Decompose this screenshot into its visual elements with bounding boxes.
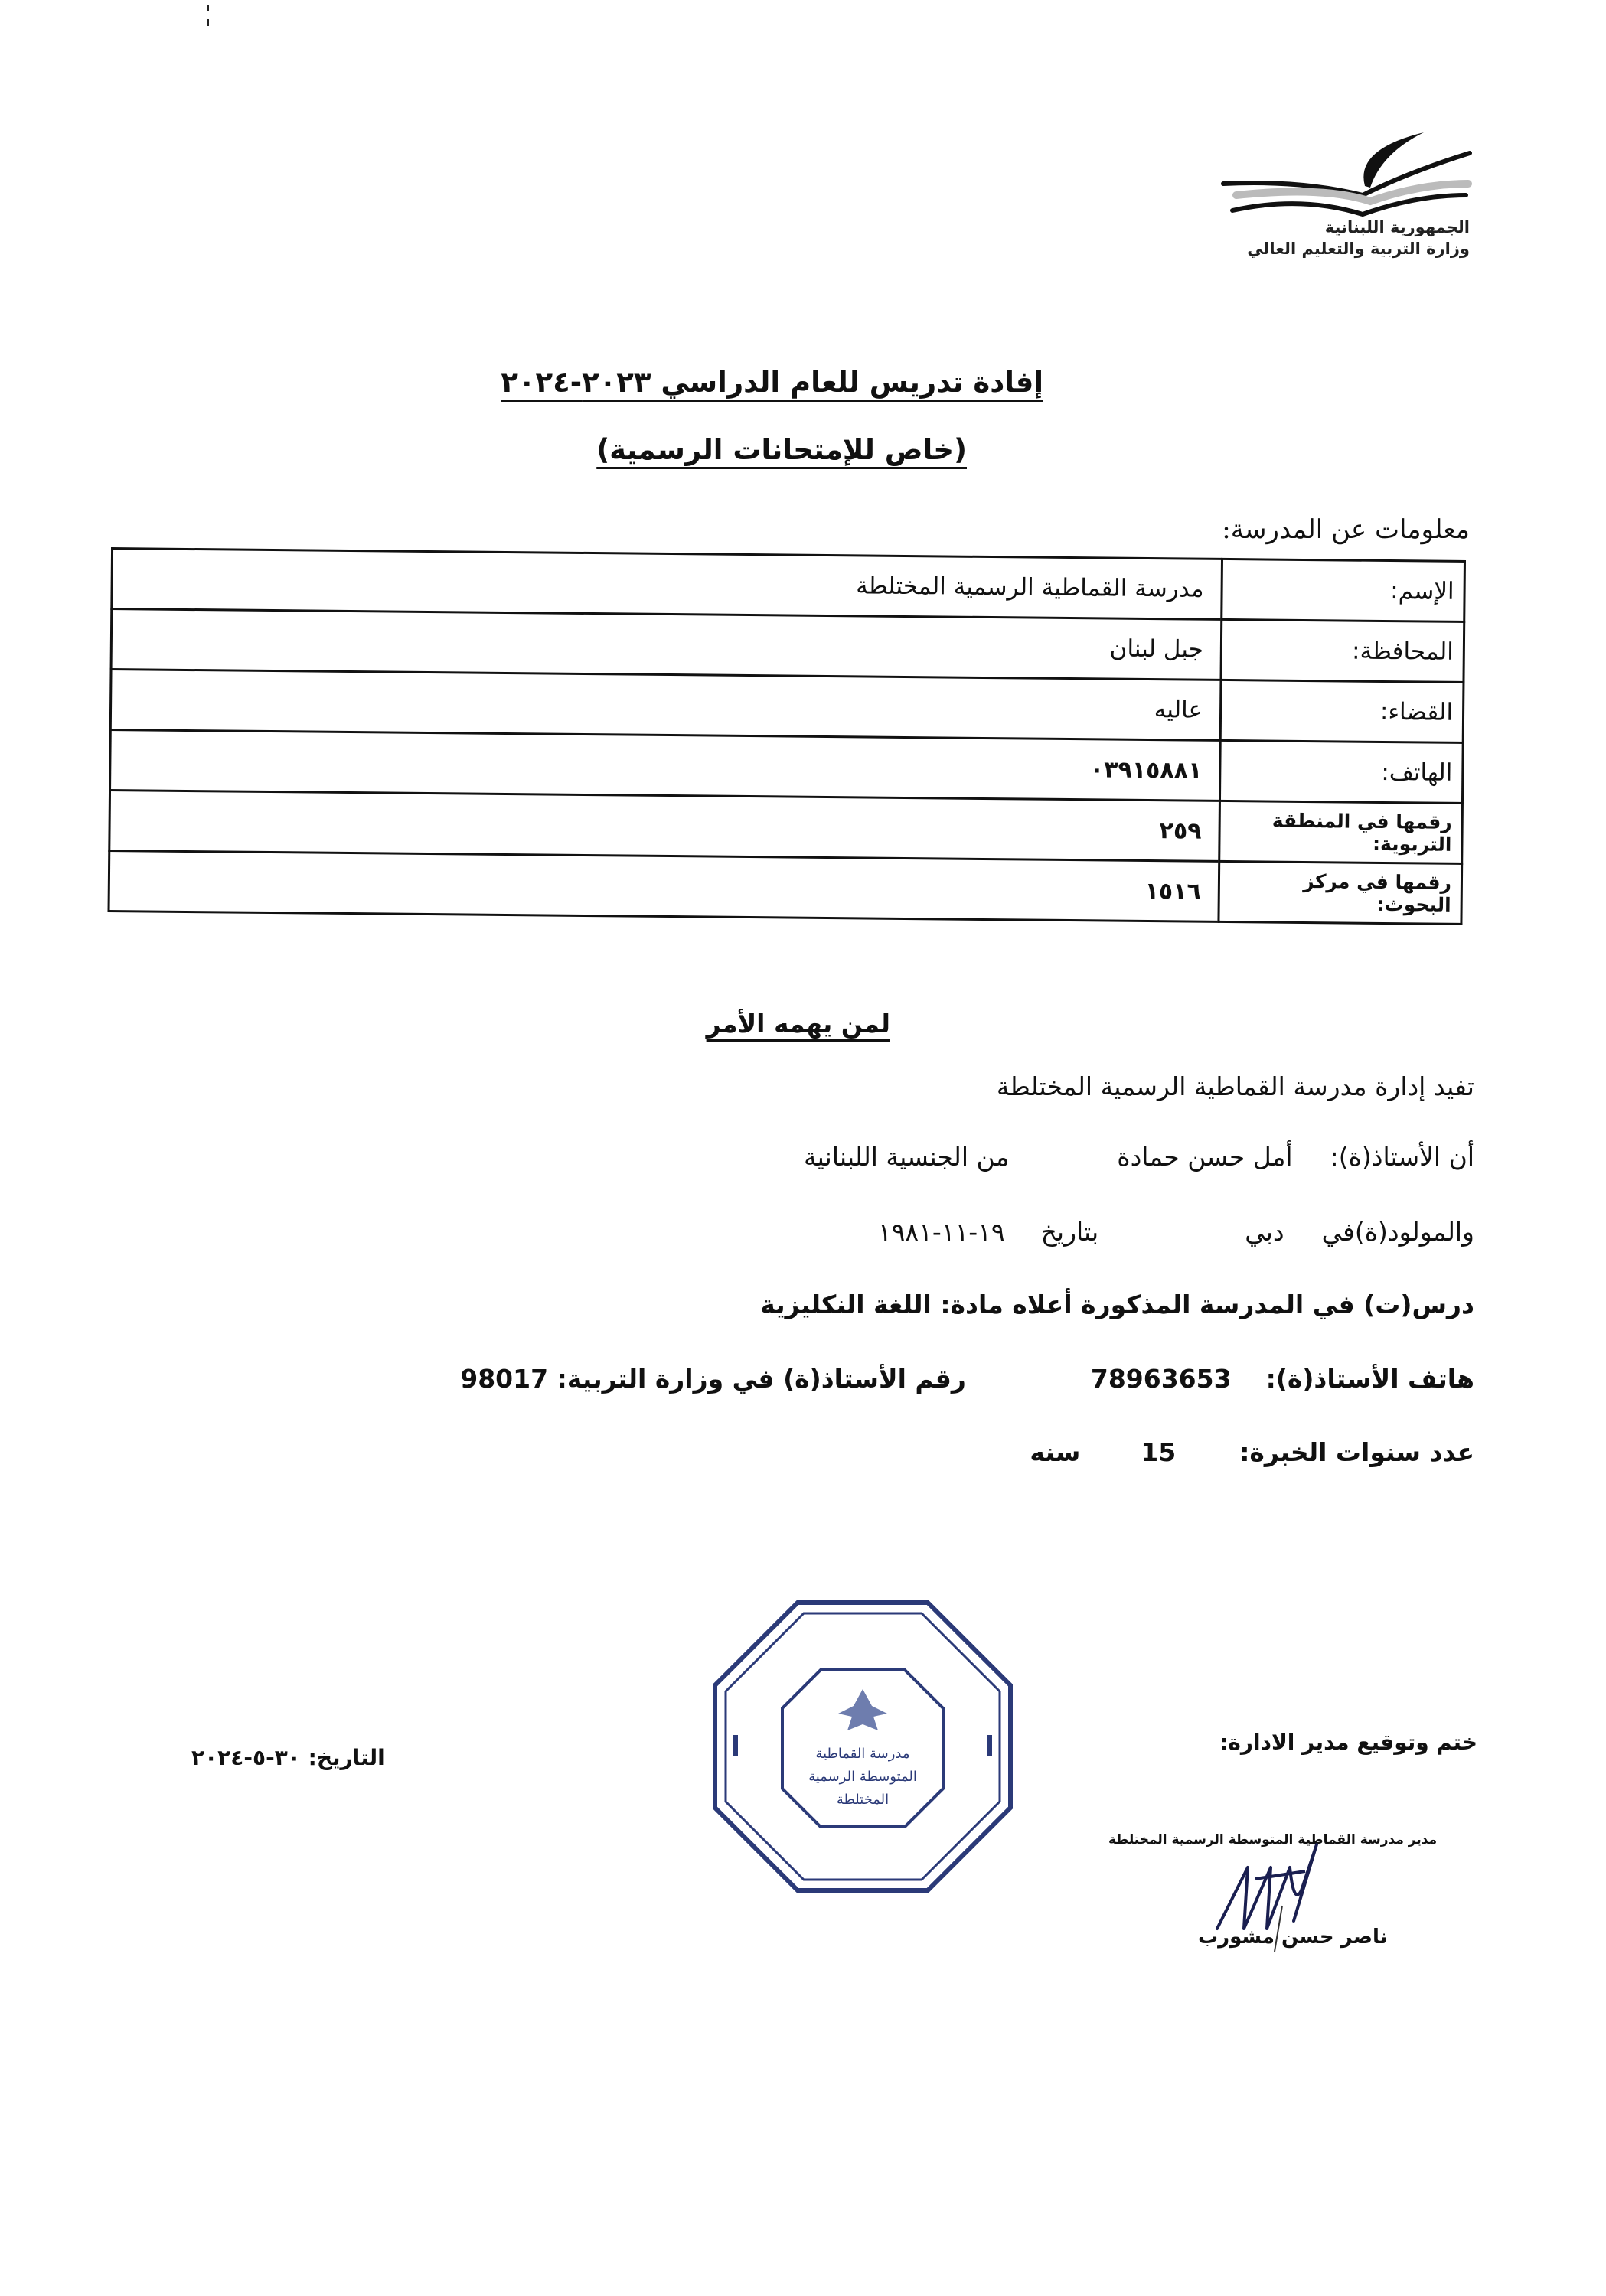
intro-line: تفيد إدارة مدرسة القماطية الرسمية المختلطة xyxy=(996,1071,1474,1101)
subject: اللغة النكليزية xyxy=(760,1290,932,1319)
taught-label: درس(ت) في المدرسة المذكورة أعلاه مادة: xyxy=(940,1290,1474,1319)
row-label: القضاء: xyxy=(1220,680,1464,742)
table-row xyxy=(109,851,1462,925)
born-date: ١٩-١١-١٩٨١ xyxy=(877,1217,1005,1247)
nationality: من الجنسية اللبنانية xyxy=(803,1142,1010,1172)
open-book-icon xyxy=(1217,119,1477,218)
signatory-title: مدير مدرسة القماطية المتوسطة الرسمية المختلطة xyxy=(1108,1832,1438,1848)
experience-line xyxy=(1030,1437,1474,1467)
scan-artifact-mark xyxy=(207,0,214,8)
row-label: الإسم: xyxy=(1222,559,1465,621)
row-label: رقمها في مركز البحوث: xyxy=(1219,861,1462,924)
row-value: مدرسة القماطية الرسمية المختلطة xyxy=(112,549,1222,620)
experience-years: 15 xyxy=(1141,1437,1177,1467)
school-info-heading: معلومات عن المدرسة: xyxy=(1222,514,1470,545)
to-whom-heading: لمن يهمه الأمر xyxy=(706,1009,890,1039)
birth-line xyxy=(878,1217,1474,1247)
born-label: والمولود(ة)في xyxy=(1321,1217,1474,1247)
letterhead-text xyxy=(1247,217,1470,259)
phone-label: هاتف الأستاذ(ة): xyxy=(1265,1364,1474,1394)
letterhead-line-1: الجمهورية اللبنانية xyxy=(1324,218,1470,236)
taught-line xyxy=(760,1290,1474,1319)
document-date: التاريخ: ٣٠-٥-٢٠٢٤ xyxy=(191,1745,385,1770)
ministry-number-label: رقم الأستاذ(ة) في وزارة التربية: xyxy=(557,1364,966,1394)
letterhead-line-2: وزارة التربية والتعليم العالي xyxy=(1247,240,1470,258)
ministry-number: 98017 xyxy=(460,1364,549,1394)
signatory-name: ناصر حسن مشورب xyxy=(1198,1926,1388,1949)
row-value: جبل لبنان xyxy=(111,609,1222,680)
stamp-signature-label: ختم وتوقيع مدير الادارة: xyxy=(1219,1730,1477,1755)
teacher-line xyxy=(804,1142,1474,1172)
row-value: ٠٣٩١٥٨٨١ xyxy=(110,730,1221,801)
row-label: المحافظة: xyxy=(1221,619,1464,682)
teacher-name: أمل حسن حمادة xyxy=(1117,1142,1293,1172)
experience-unit: سنه xyxy=(1030,1437,1081,1467)
svg-text:المتوسطة الرسمية: المتوسطة الرسمية xyxy=(808,1769,917,1785)
school-stamp xyxy=(706,1593,1020,1900)
svg-text:مدرسة القماطية: مدرسة القماطية xyxy=(815,1746,910,1762)
svg-text:المختلطة: المختلطة xyxy=(836,1792,890,1808)
document-title: إفادة تدريس للعام الدراسي ٢٠٢٣-٢٠٢٤ xyxy=(501,366,1043,399)
handwritten-signature xyxy=(1202,1837,1355,1990)
row-label: الهاتف: xyxy=(1219,740,1463,803)
experience-label: عدد سنوات الخبرة: xyxy=(1239,1437,1474,1467)
teacher-phone: 78963653 xyxy=(1090,1364,1232,1394)
document-subtitle: (خاص للإمتحانات الرسمية) xyxy=(596,433,967,466)
ministry-logo xyxy=(1217,119,1477,268)
phone-line xyxy=(460,1364,1474,1394)
row-value: عاليه xyxy=(110,670,1221,741)
teacher-label: أن الأستاذ(ة): xyxy=(1330,1142,1474,1172)
row-value: ٢٥٩ xyxy=(109,791,1220,862)
born-place: دبي xyxy=(1245,1217,1284,1247)
school-info-table xyxy=(108,547,1466,924)
born-date-label: بتاريخ xyxy=(1040,1217,1099,1247)
row-value: ١٥١٦ xyxy=(109,851,1219,922)
row-label: رقمها في المنطقة التربوية: xyxy=(1219,801,1463,863)
